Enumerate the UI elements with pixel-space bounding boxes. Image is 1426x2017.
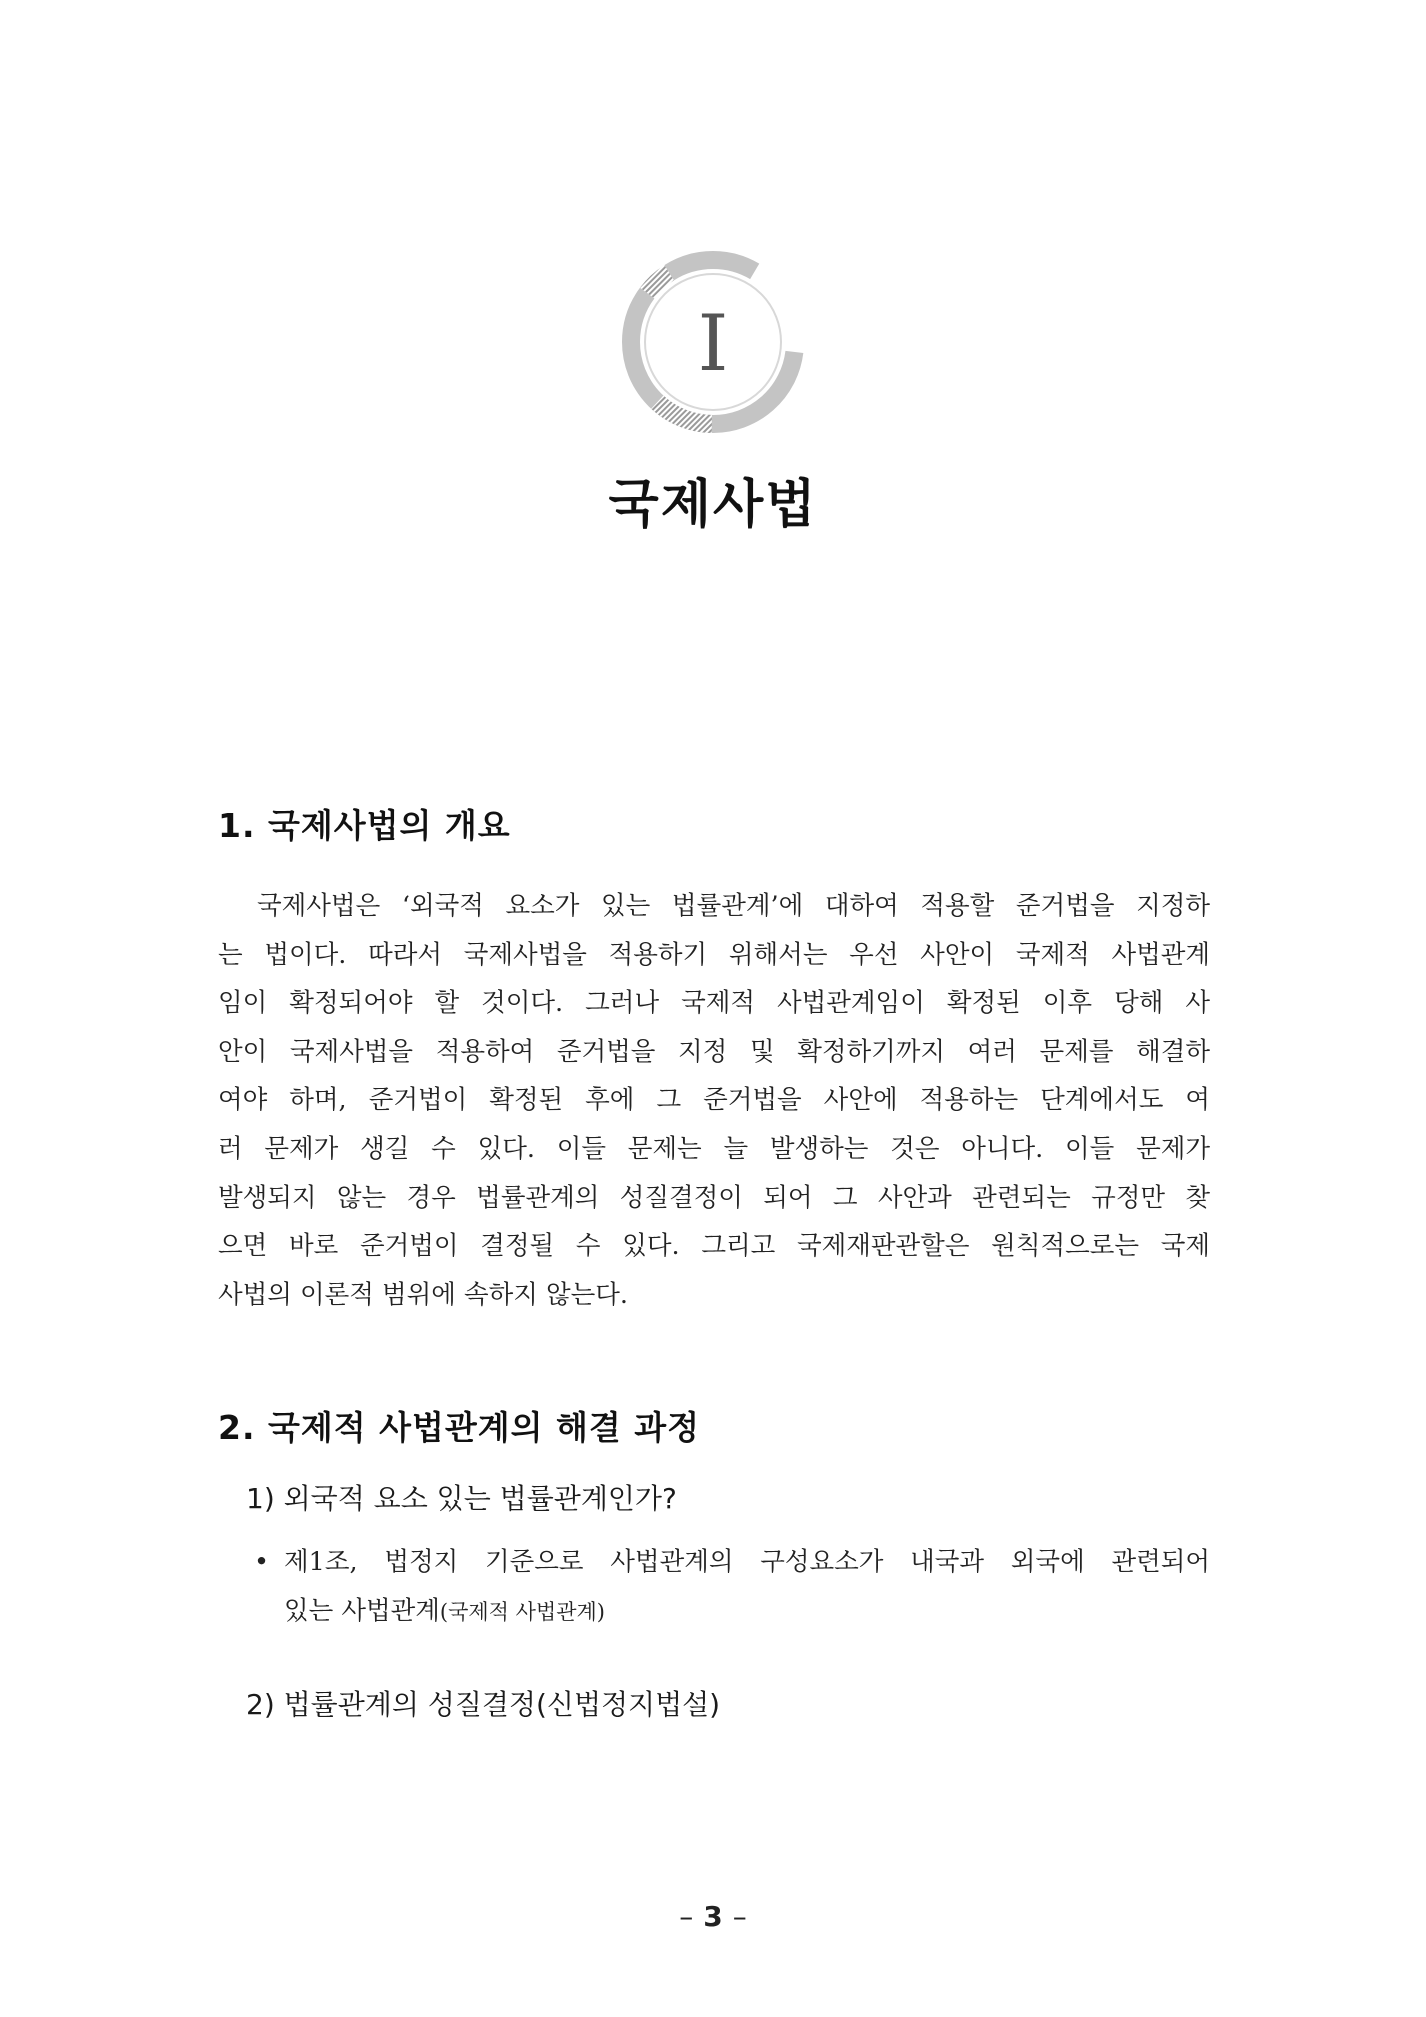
chapter-emblem [617,246,809,438]
bullet-line-paren: (국제적 사법관계) [439,1599,605,1624]
paragraph-line: 는 법이다. 따라서 국제사법을 적용하기 위해서는 우선 사안이 국제적 사법관계 [218,939,1210,970]
bullet-marker: • [254,1547,270,1577]
section-heading-resolution-process: 2. 국제적 사법관계의 해결 과정 [218,1408,700,1447]
paragraph-line: 사법의 이론적 범위에 속하지 않는다. [218,1279,629,1310]
bullet-text [284,1538,1210,1636]
page-number [0,1900,1426,1933]
paragraph-line: 임이 확정되어야 할 것이다. 그러나 국제적 사법관계임이 확정된 이후 당해 사 [218,988,1210,1019]
bullet-line-main: 있는 사법관계 [284,1595,440,1626]
paragraph-line: 으면 바로 준거법이 결정될 수 있다. 그리고 국제재판관할은 원칙적으로는 국제 [218,1231,1210,1262]
paragraph-line: 국제사법은 ‘외국적 요소가 있는 법률관계’에 대하여 적용할 준거법을 지정하 [218,891,1210,921]
paragraph-line: 러 문제가 생길 수 있다. 이들 문제는 늘 발생하는 것은 아니다. 이들 문제가 [218,1133,1210,1164]
bullet-line: 제1조, 법정지 기준으로 사법관계의 구성요소가 내국과 외국에 관련되어 [284,1547,1210,1577]
paragraph-line: 여야 하며, 준거법이 확정된 후에 그 준거법을 사안에 적용하는 단계에서도 여 [218,1085,1210,1116]
sub-heading-characterization: 2) 법률관계의 성질결정(신법정지법설) [246,1688,721,1721]
bullet-line [284,1587,1210,1637]
page-number-dash-left: – [679,1900,694,1933]
page-number-dash-right: – [732,1900,747,1933]
chapter-numeral: I [697,299,729,389]
section-heading-overview: 1. 국제사법의 개요 [218,806,511,845]
page-number-value: 3 [703,1900,723,1933]
paragraph-line: 안이 국제사법을 적용하여 준거법을 지정 및 확정하기까지 여러 문제를 해결하 [218,1036,1210,1067]
bullet-item [254,1538,1210,1636]
chapter-ring-icon [617,246,809,438]
sub-heading-foreign-element: 1) 외국적 요소 있는 법률관계인가? [246,1482,677,1515]
chapter-title: 국제사법 [608,475,818,535]
paragraph-line: 발생되지 않는 경우 법률관계의 성질결정이 되어 그 사안과 관련되는 규정만 찾 [218,1182,1210,1213]
section-overview-paragraph [218,882,1210,1319]
